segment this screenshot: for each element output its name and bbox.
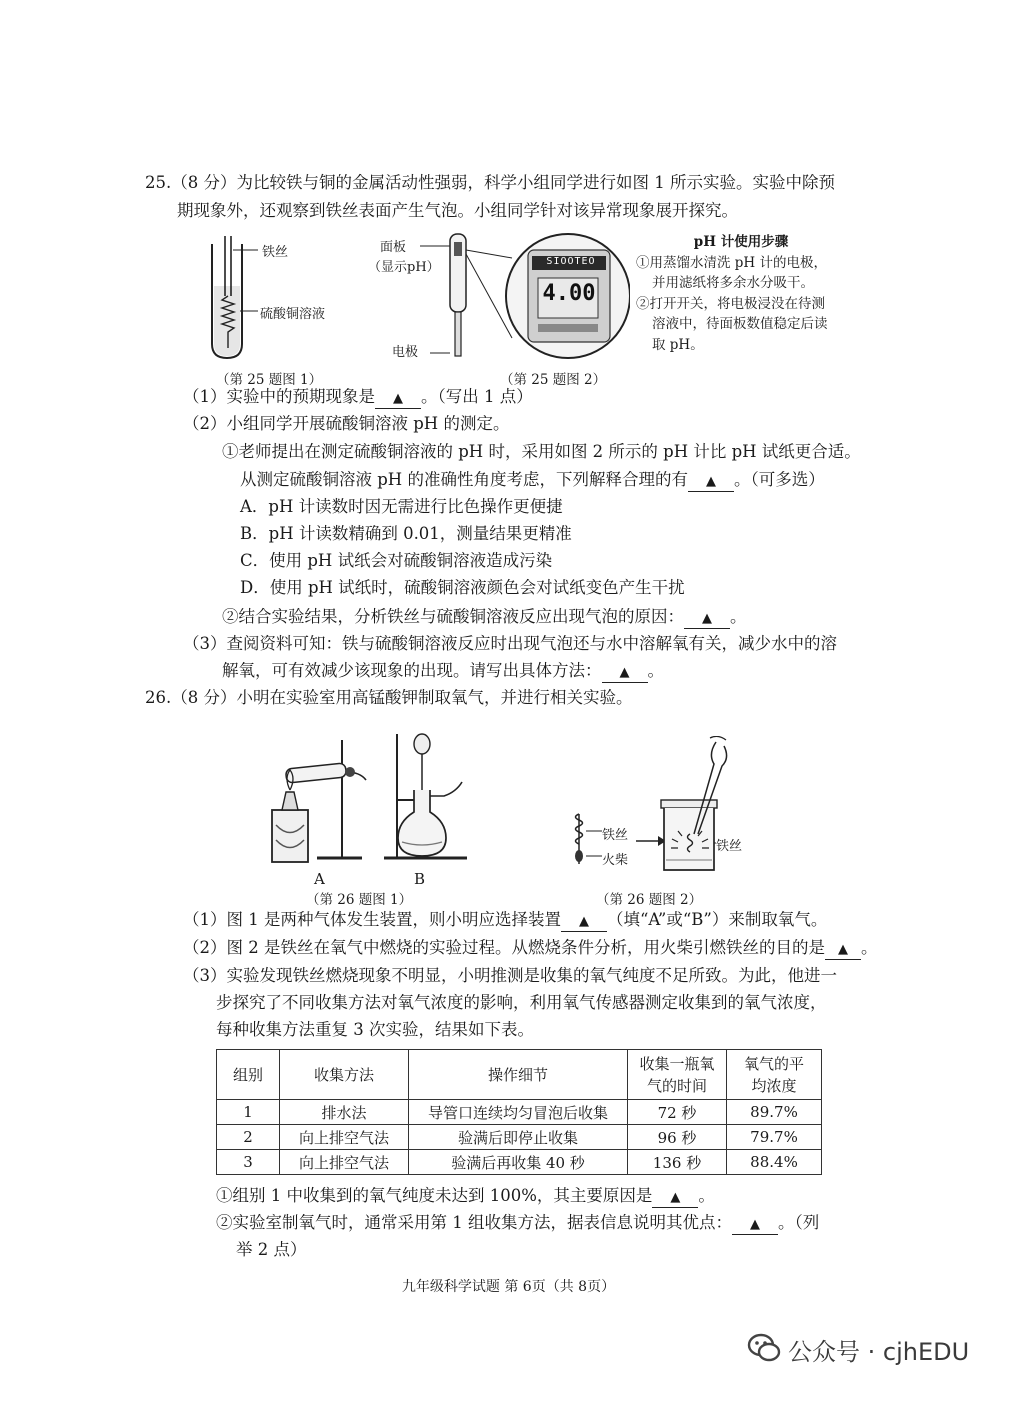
table-row: 2 向上排空气法 验满后即停止收集 96 秒 79.7% — [217, 1125, 822, 1150]
q25-figure2-caption: （第 25 题图 2） — [500, 372, 607, 388]
header-concentration: 氧气的平 均浓度 — [727, 1050, 822, 1100]
ph-steps-title: pH 计使用步骤 — [693, 234, 789, 250]
q26-figure1-caption: （第 26 题图 1） — [306, 892, 413, 908]
q25-part2: （2）小组同学开展硫酸铜溶液 pH 的测定。 — [183, 414, 510, 433]
header-details: 操作细节 — [409, 1050, 628, 1100]
answer-blank[interactable]: ▲ — [732, 1216, 778, 1235]
q25-part1: （1）实验中的预期现象是 ▲ 。（写出 1 点） — [183, 384, 533, 410]
ph-step-line5: 取 pH。 — [652, 336, 704, 353]
wechat-icon — [746, 1330, 782, 1366]
option-a: A．pH 计读数时因无需进行比色操作更便捷 — [240, 497, 563, 516]
iron-wire-burning-illustration — [566, 736, 756, 876]
q25-stem-line1: 25.（8 分）为比较铁与铜的金属活动性强弱，科学小组同学进行如图 1 所示实验。实验中除预 — [145, 173, 835, 192]
table-header-row — [217, 1050, 822, 1100]
ph-step-line1: ①用蒸馏水清洗 pH 计的电极， — [636, 254, 827, 271]
q25-figure1-caption: （第 25 题图 1） — [216, 372, 323, 388]
label-apparatus-a: A — [314, 870, 325, 888]
label-panel: 面板 — [380, 240, 407, 255]
q26-figure2 — [566, 736, 756, 876]
q26-figure2-caption: （第 26 题图 2） — [596, 892, 703, 908]
answer-blank[interactable]: ▲ — [602, 664, 648, 683]
q26-sub2: ②实验室制氧气时，通常采用第 1 组收集方法，据表信息说明其优点： ▲ 。（列 — [216, 1210, 819, 1236]
answer-blank[interactable]: ▲ — [375, 390, 421, 409]
label-copper-sulfate: 硫酸铜溶液 — [260, 307, 326, 322]
label-iron-wire-right: 铁丝 — [716, 839, 743, 854]
answer-blank[interactable]: ▲ — [684, 610, 730, 629]
answer-blank[interactable]: ▲ — [561, 913, 607, 932]
q26-sub1: ①组别 1 中收集到的氧气纯度未达到 100%，其主要原因是 ▲ 。 — [216, 1183, 715, 1209]
option-b: B．pH 计读数精确到 0.01，测量结果更精准 — [240, 524, 572, 543]
label-iron-wire: 铁丝 — [262, 245, 289, 260]
header-group: 组别 — [217, 1050, 280, 1100]
q25-part2-2: ②结合实验结果，分析铁丝与硫酸铜溶液反应出现气泡的原因： ▲ 。 — [222, 604, 747, 630]
q25-part2-1-line1: ①老师提出在测定硫酸铜溶液的 pH 时，采用如图 2 所示的 pH 计比 pH 试纸更合适。 — [222, 442, 861, 461]
label-match: 火柴 — [602, 853, 629, 868]
oxygen-data-table — [216, 1049, 822, 1175]
watermark-text: 公众号 · cjhEDU — [788, 1338, 970, 1366]
answer-blank[interactable]: ▲ — [688, 473, 734, 492]
q26-part3-line1: （3）实验发现铁丝燃烧现象不明显，小明推测是收集的氧气纯度不足所致。为此，他进一 — [183, 966, 837, 985]
ph-step-line4: 溶液中，待面板数值稳定后读 — [652, 316, 828, 332]
label-display-ph: （显示pH） — [368, 260, 440, 275]
q26-sub2-line2: 举 2 点） — [236, 1240, 307, 1259]
header-method: 收集方法 — [280, 1050, 409, 1100]
q25-stem-line2: 期现象外，还观察到铁丝表面产生气泡。小组同学针对该异常现象展开探究。 — [177, 201, 738, 220]
q26-part2: （2）图 2 是铁丝在氧气中燃烧的实验过程。从燃烧条件分析，用火柴引燃铁丝的目的是 ▲ 。 — [183, 935, 878, 961]
label-electrode: 电极 — [392, 345, 419, 360]
gas-apparatus-illustration — [262, 730, 472, 870]
meter-brand: SIOOTEO — [546, 256, 596, 267]
answer-blank[interactable]: ▲ — [825, 941, 861, 960]
q26-part1: （1）图 1 是两种气体发生装置，则小明应选择装置 ▲ （填“A”或“B”）来制取氧气。 — [183, 907, 827, 933]
q26-part3-line2: 步探究了不同收集方法对氧气浓度的影响，利用氧气传感器测定收集到的氧气浓度， — [216, 993, 827, 1012]
label-iron-wire-left: 铁丝 — [602, 828, 629, 843]
meter-reading: 4.00 — [542, 281, 596, 306]
q26-stem: 26.（8 分）小明在实验室用高锰酸钾制取氧气，并进行相关实验。 — [145, 688, 633, 707]
q25-part3-line2: 解氧，可有效减少该现象的出现。请写出具体方法： ▲ 。 — [222, 658, 664, 684]
answer-blank[interactable]: ▲ — [652, 1189, 698, 1208]
label-apparatus-b: B — [414, 870, 426, 888]
ph-meter-illustration — [420, 228, 630, 368]
option-c: C．使用 pH 试纸会对硫酸铜溶液造成污染 — [240, 551, 553, 570]
page-footer: 九年级科学试题 第 6页（共 8页） — [401, 1279, 616, 1295]
q25-part2-1-line2: 从测定硫酸铜溶液 pH 的准确性角度考虑，下列解释合理的有 ▲ 。（可多选） — [240, 467, 825, 493]
table-row: 1 排水法 导管口连续均匀冒泡后收集 72 秒 89.7% — [217, 1100, 822, 1125]
q26-part3-line3: 每种收集方法重复 3 次实验，结果如下表。 — [216, 1020, 534, 1039]
ph-step-line2: 并用滤纸将多余水分吸干。 — [652, 275, 814, 291]
header-time: 收集一瓶氧 气的时间 — [628, 1050, 727, 1100]
ph-step-line3: ②打开开关，将电极浸没在待测 — [636, 295, 825, 312]
q25-part3-line1: （3）查阅资料可知：铁与硫酸铜溶液反应时出现气泡还与水中溶解氧有关，减少水中的溶 — [183, 634, 837, 653]
option-d: D．使用 pH 试纸时，硫酸铜溶液颜色会对试纸变色产生干扰 — [240, 578, 685, 597]
table-row: 3 向上排空气法 验满后再收集 40 秒 136 秒 88.4% — [217, 1150, 822, 1175]
ph-steps-box — [636, 232, 846, 355]
q26-figure1 — [262, 730, 472, 870]
